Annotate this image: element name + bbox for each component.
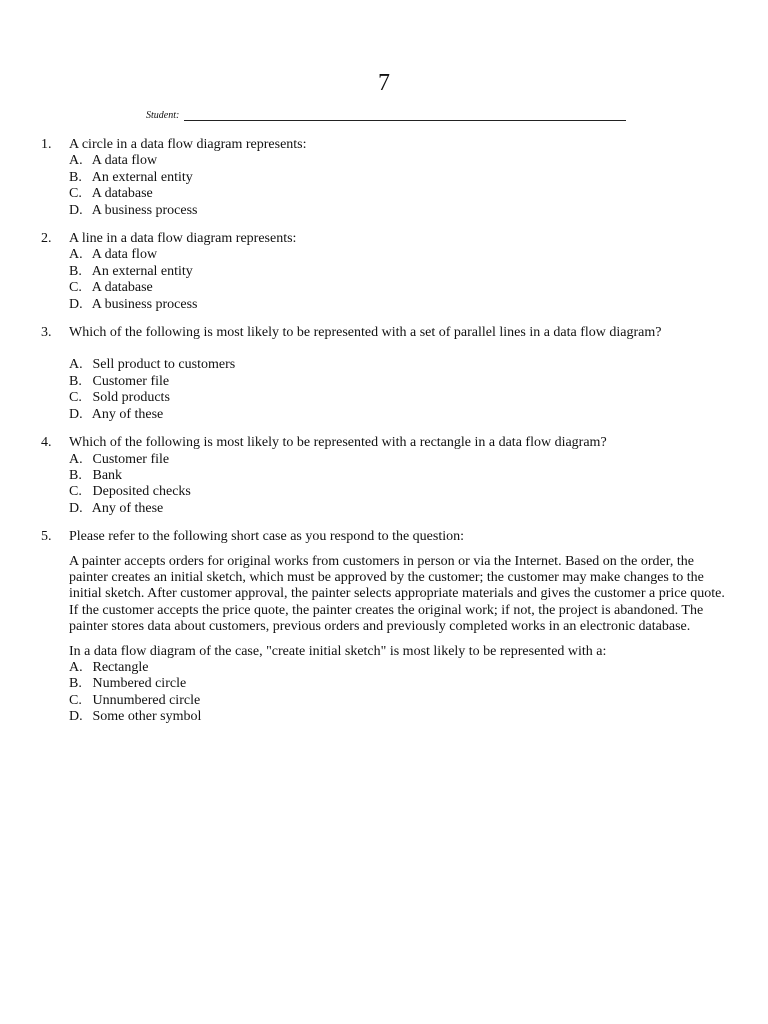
option-d: D. A business process (69, 202, 198, 218)
question-number: 5. (41, 529, 52, 545)
option-c: C. Deposited checks (69, 484, 191, 500)
question-list (41, 137, 731, 738)
option-b: B. An external entity (69, 263, 193, 279)
option-b: B. Bank (69, 467, 123, 483)
question-stem: A circle in a data flow diagram represents: (69, 137, 307, 152)
option-c: C. A database (69, 280, 153, 296)
question-number: 3. (41, 325, 52, 341)
option-b: B. Customer file (69, 373, 170, 389)
option-c: C. Unnumbered circle (69, 692, 201, 708)
option-a: A. Sell product to customers (69, 357, 236, 373)
question-4 (41, 435, 731, 517)
option-d: D. Any of these (69, 500, 164, 516)
option-a: A. Rectangle (69, 659, 149, 675)
student-name-line (184, 110, 626, 121)
option-a: A. Customer file (69, 451, 170, 467)
question-number: 1. (41, 137, 52, 152)
student-name-field (146, 110, 626, 121)
question-stem: A line in a data flow diagram represents: (69, 231, 297, 247)
question-stem: Please refer to the following short case as you respond to the question: (69, 529, 465, 545)
question-stem: Which of the following is most likely to be represented with a set of parallel lines in a data flow diagram? (69, 325, 662, 341)
option-d: D. A business process (69, 296, 198, 312)
page-number: 7 (378, 70, 390, 96)
option-a: A. A data flow (69, 153, 158, 169)
student-label: Student: (146, 110, 180, 121)
option-d: D. Any of these (69, 406, 164, 422)
option-c: C. A database (69, 186, 153, 202)
question-1 (41, 137, 731, 219)
question-3 (41, 325, 731, 423)
question-5 (41, 529, 731, 725)
option-c: C. Sold products (69, 390, 170, 406)
question-2 (41, 231, 731, 313)
question-number: 2. (41, 231, 52, 247)
question-stem: Which of the following is most likely to be represented with a rectangle in a data flow diagram? (69, 435, 607, 451)
option-a: A. A data flow (69, 247, 158, 263)
question-number: 4. (41, 435, 52, 451)
option-b: B. Numbered circle (69, 676, 187, 692)
case-text: A painter accepts orders for original works from customers in person or via the Internet. Based on the order, the painter creates an initial sketch, which must be approved by the customer; the customer may make changes to the initial sketch. After customer approval, the painter selects appropriate materials and gives the customer a price quote. If the customer accepts the price quote, the painter creates the original work; if not, the project is abandoned. The painter stores data about customers, previous orders and previously completed works in an electronic database. (69, 553, 725, 635)
option-b: B. An external entity (69, 169, 193, 185)
question-prompt: In a data flow diagram of the case, "create initial sketch" is most likely to be represented with a: (69, 643, 607, 659)
option-d: D. Some other symbol (69, 709, 202, 725)
